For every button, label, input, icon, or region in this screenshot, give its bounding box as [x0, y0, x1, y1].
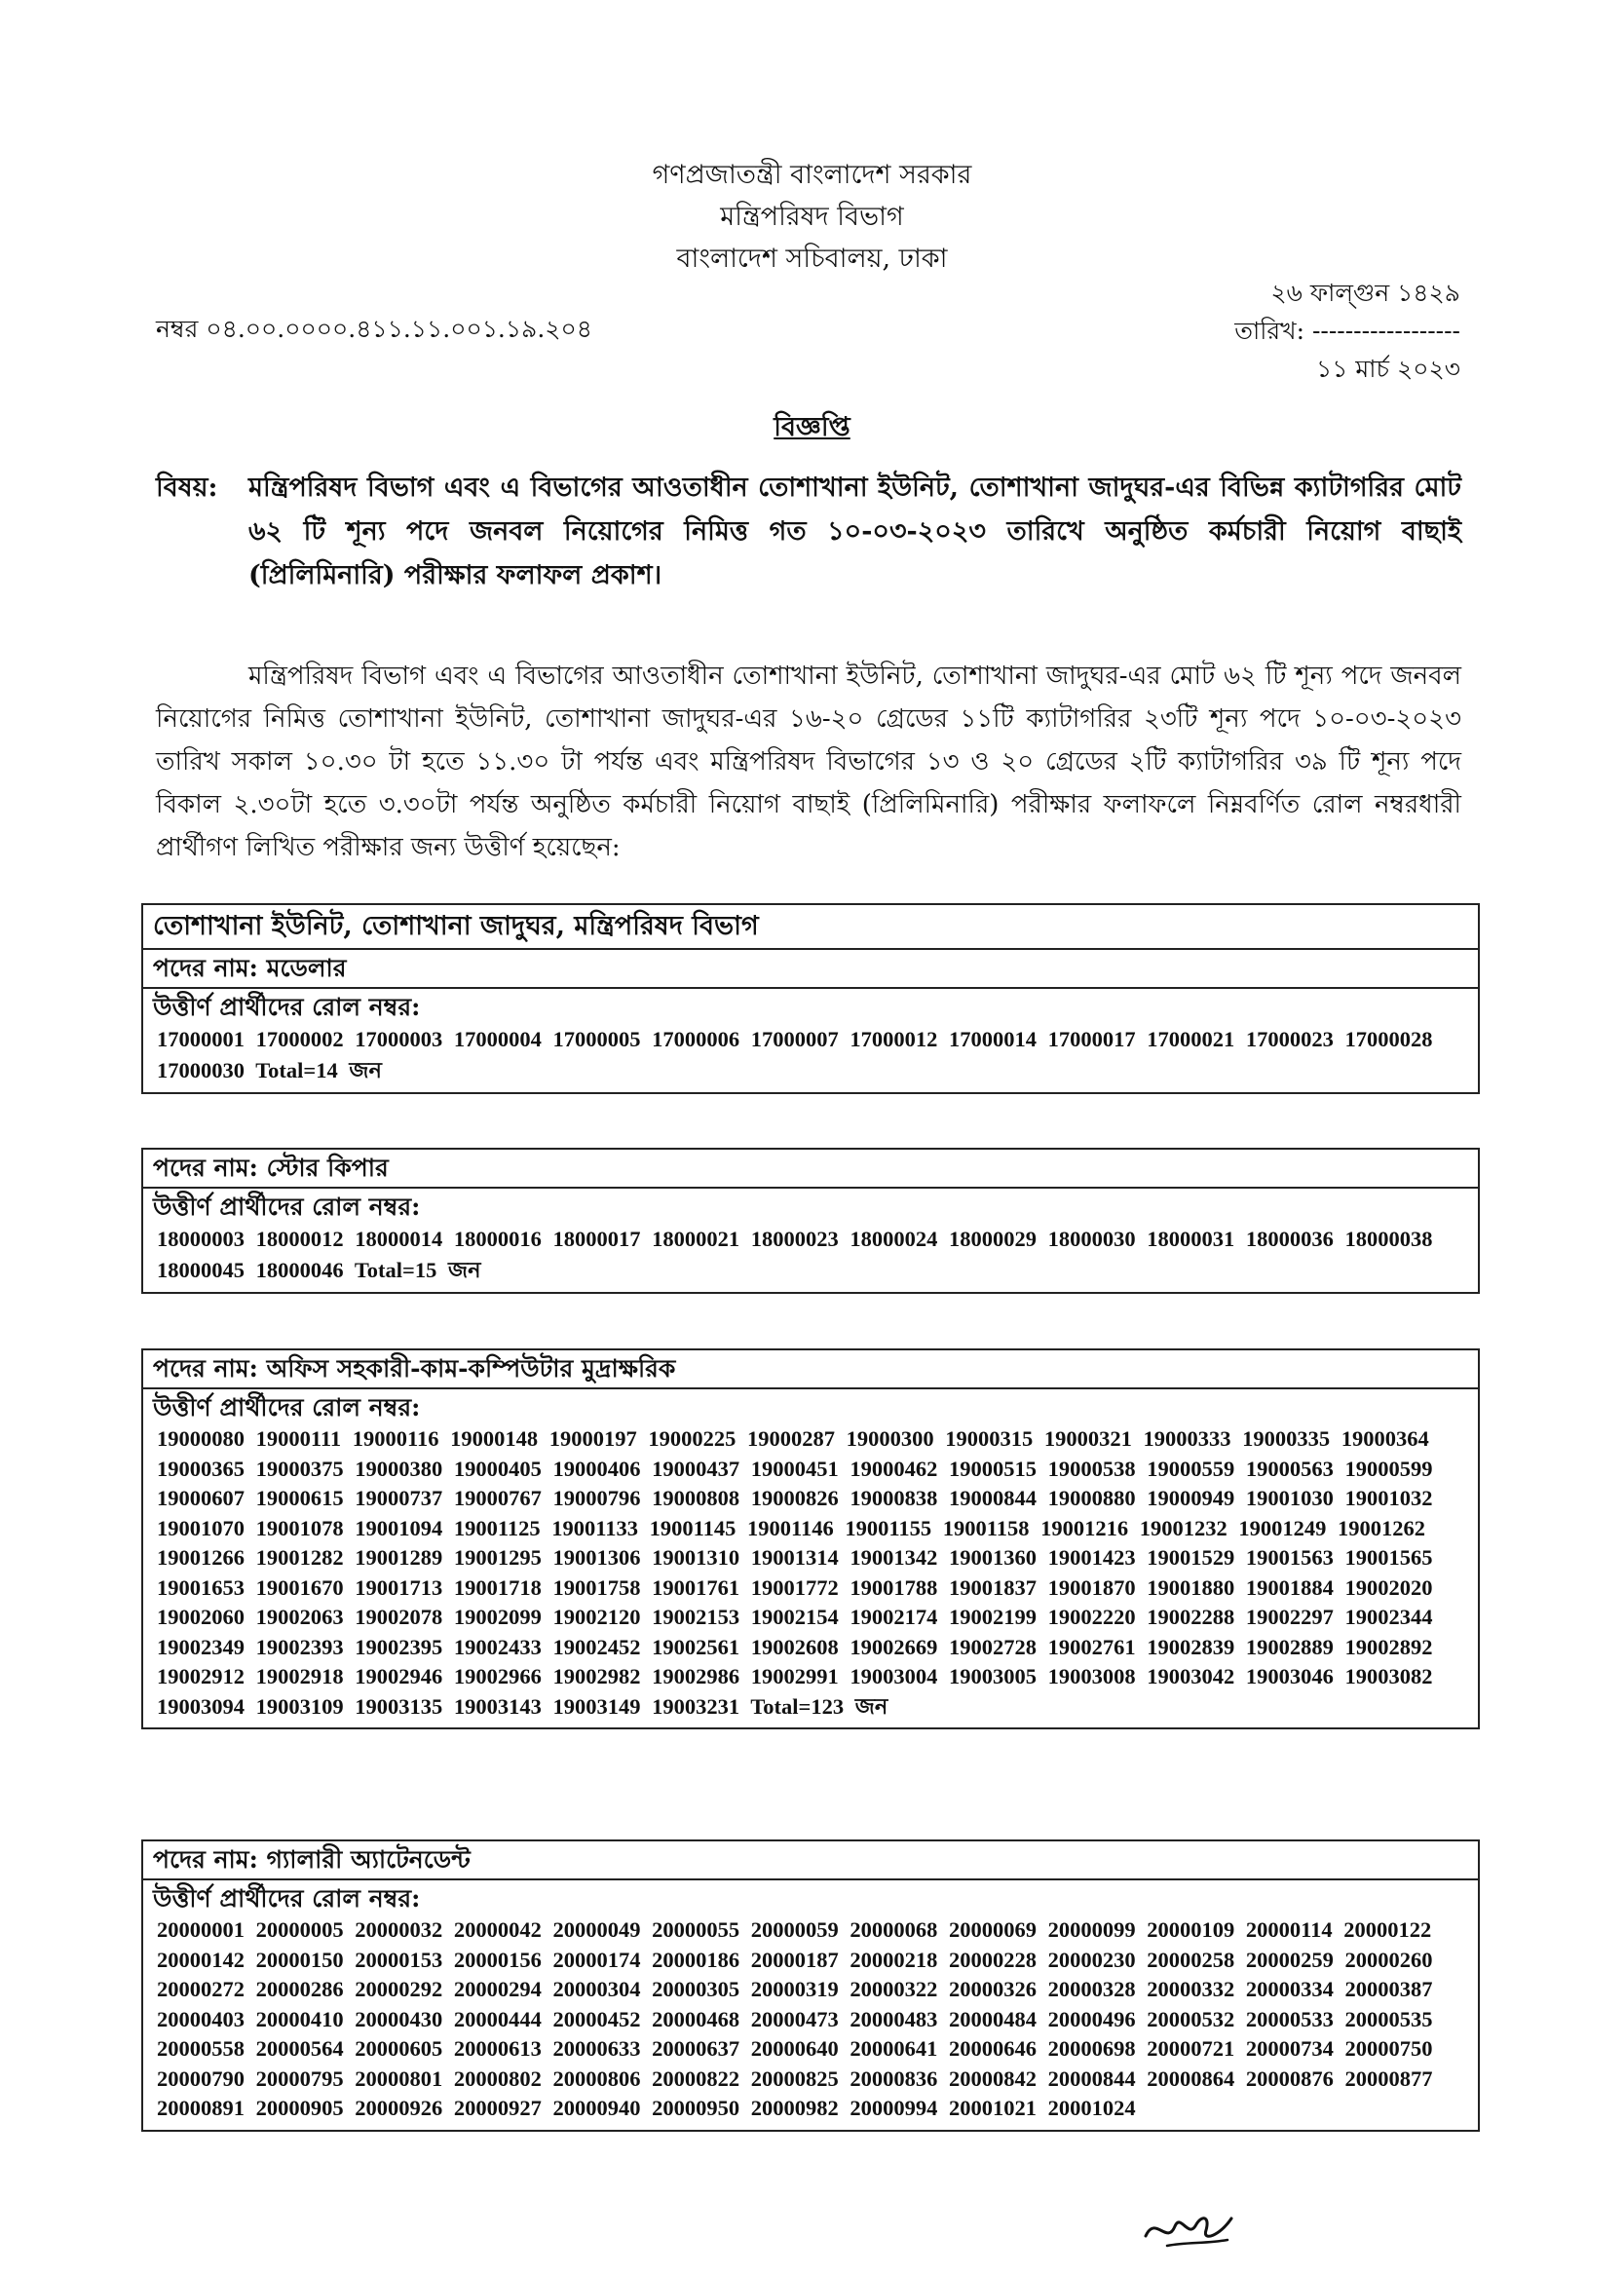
subject-text: মন্ত্রিপরিষদ বিভাগ এবং এ বিভাগের আওতাধীন তোশাখানা ইউনিট, তোশাখানা জাদুঘর-এর বিভিন্ন ক্যাটাগরির মোট ৬২ টি শূন্য পদে জনবল নিয়োগের নিমিত্ত গত ১০-০৩-২০২৩ তারিখে অনুষ্ঠিত কর্মচারী নিয়োগ বাছাই (প্রিলিমিনারি) পরীক্ষার ফলাফল প্রকাশ। [248, 473, 1461, 590]
date-block [1110, 274, 1460, 388]
roll-list: 19000080 19000111 19000116 19000148 19000197 19000225 19000287 19000300 19000315 19000321 19000333 19000335 19000364 19000365 19000375 19000380 19000405 19000406 19000437 19000451 19000462 19000515 19000538 19000559 19000563 19000599 19000607 19000615 19000737 19000767 19000796 19000808 19000826 19000838 19000844 19000880 19000949 19001030 19001032 19001070 19001078 19001094 19001125 19001133 19001145 19001146 19001155 19001158 19001216 19001232 19001249 19001262 19001266 19001282 19001289 19001295 19001306 19001310 19001314 19001342 19001360 19001423 19001529 19001563 19001565 19001653 19001670 19001713 19001718 19001758 19001761 19001772 19001788 19001837 19001870 19001880 19001884 19002020 19002060 19002063 19002078 19002099 19002120 19002153 19002154 19002174 19002199 19002220 19002288 19002297 19002344 19002349 19002393 19002395 19002433 19002452 19002561 19002608 19002669 19002728 19002761 19002839 19002889 19002892 19002912 19002918 19002946 19002966 19002982 19002986 19002991 19003004 19003005 19003008 19003042 19003046 19003082 19003094 19003109 19003135 19003143 19003149 19003231 [157, 1426, 1433, 1719]
date-label: তারিখ: ------------------ [1234, 317, 1460, 345]
letterhead [0, 154, 1624, 280]
total-count: Total=14 জন [255, 1058, 382, 1082]
government-name: গণপ্রজাতন্ত্রী বাংলাদেশ সরকার [652, 160, 972, 190]
body-paragraph: মন্ত্রিপরিষদ বিভাগ এবং এ বিভাগের আওতাধীন তোশাখানা ইউনিট, তোশাখানা জাদুঘর-এর মোট ৬২ টি শূন্য পদে জনবল নিয়োগের নিমিত্ত তোশাখানা ইউনিট, তোশাখানা জাদুঘর-এর ১৬-২০ গ্রেডের ১১টি ক্যাটাগরির ২৩টি শূন্য পদে ১০-০৩-২০২৩ তারিখ সকাল ১০.৩০ টা হতে ১১.৩০ টা পর্যন্ত এবং মন্ত্রিপরিষদ বিভাগের ১৩ ও ২০ গ্রেডের ২টি ক্যাটাগরির ৩৯ টি শূন্য পদে বিকাল ২.৩০টা হতে ৩.৩০টা পর্যন্ত অনুষ্ঠিত কর্মচারী নিয়োগ বাছাই (প্রিলিমিনারি) পরীক্ষার ফলাফলে নিম্নবর্ণিত রোল নম্বরধারী প্রার্থীগণ লিখিত পরীক্ষার জন্য উত্তীর্ণ হয়েছেন: [156, 662, 1461, 862]
post-name: পদের নাম: স্টোর কিপার [143, 1150, 1478, 1189]
division-name: মন্ত্রিপরিষদ বিভাগ [720, 202, 904, 232]
post-name: পদের নাম: মডেলার [143, 950, 1478, 989]
rolls-label: উত্তীর্ণ প্রার্থীদের রোল নম্বর: [153, 1393, 421, 1421]
date-english: ১১ মার্চ ২০২৩ [1316, 355, 1460, 383]
date-bangla: ২৬ ফাল্গুন ১৪২৯ [1270, 279, 1460, 307]
roll-numbers [143, 1022, 1478, 1092]
result-box-modeler [141, 903, 1480, 1094]
roll-list: 17000001 17000002 17000003 17000004 17000005 17000006 17000007 17000012 17000014 17000017 17000021 17000023 17000028 17000030 [157, 1027, 1433, 1082]
roll-numbers [143, 1914, 1478, 2130]
result-box-store-keeper [141, 1148, 1480, 1294]
roll-numbers [143, 1222, 1478, 1292]
office-address: বাংলাদেশ সচিবালয়, ঢাকা [676, 244, 948, 274]
roll-list: 18000003 18000012 18000014 18000016 18000017 18000021 18000023 18000024 18000029 18000030 18000031 18000036 18000038 18000045 18000046 [157, 1227, 1433, 1282]
total-count: Total=15 জন [354, 1258, 481, 1282]
post-name: পদের নাম: গ্যালারী অ্যাটেনডেন্ট [143, 1841, 1478, 1880]
memo-number: নম্বর ০৪.০০.০০০০.৪১১.১১.০০১.১৯.২০৪ [156, 315, 593, 343]
post-name: পদের নাম: অফিস সহকারী-কাম-কম্পিউটার মুদ্রাক্ষরিক [143, 1350, 1478, 1389]
result-box-gallery-attendant [141, 1839, 1480, 2132]
subject [156, 466, 1461, 597]
unit-name: তোশাখানা ইউনিট, তোশাখানা জাদুঘর, মন্ত্রিপরিষদ বিভাগ [143, 905, 1478, 950]
roll-numbers [143, 1422, 1478, 1727]
notice-title: বিজ্ঞপ্তি [774, 412, 850, 442]
rolls-label: উত্তীর্ণ প্রার্থীদের রোল নম্বর: [153, 993, 421, 1021]
rolls-label: উত্তীর্ণ প্রার্থীদের রোল নম্বর: [153, 1884, 421, 1913]
result-box-office-assistant [141, 1348, 1480, 1729]
total-count: Total=123 জন [750, 1693, 888, 1719]
rolls-label: উত্তীর্ণ প্রার্থীদের রোল নম্বর: [153, 1193, 421, 1221]
subject-label: বিষয়: [156, 473, 218, 503]
roll-list: 20000001 20000005 20000032 20000042 20000049 20000055 20000059 20000068 20000069 20000099 20000109 20000114 20000122 20000142 20000150 20000153 20000156 20000174 20000186 20000187 20000218 20000228 20000230 20000258 20000259 20000260 20000272 20000286 20000292 20000294 20000304 20000305 20000319 20000322 20000326 20000328 20000332 20000334 20000387 20000403 20000410 20000430 20000444 20000452 20000468 20000473 20000483 20000484 20000496 20000532 20000533 20000535 20000558 20000564 20000605 20000613 20000633 20000637 20000640 20000641 20000646 20000698 20000721 20000734 20000750 20000790 20000795 20000801 20000802 20000806 20000822 20000825 20000836 20000842 20000844 20000864 20000876 20000877 20000891 20000905 20000926 20000927 20000940 20000950 20000982 20000994 20001021 20001024 [157, 1917, 1433, 2120]
signature-icon [1138, 2197, 1245, 2255]
